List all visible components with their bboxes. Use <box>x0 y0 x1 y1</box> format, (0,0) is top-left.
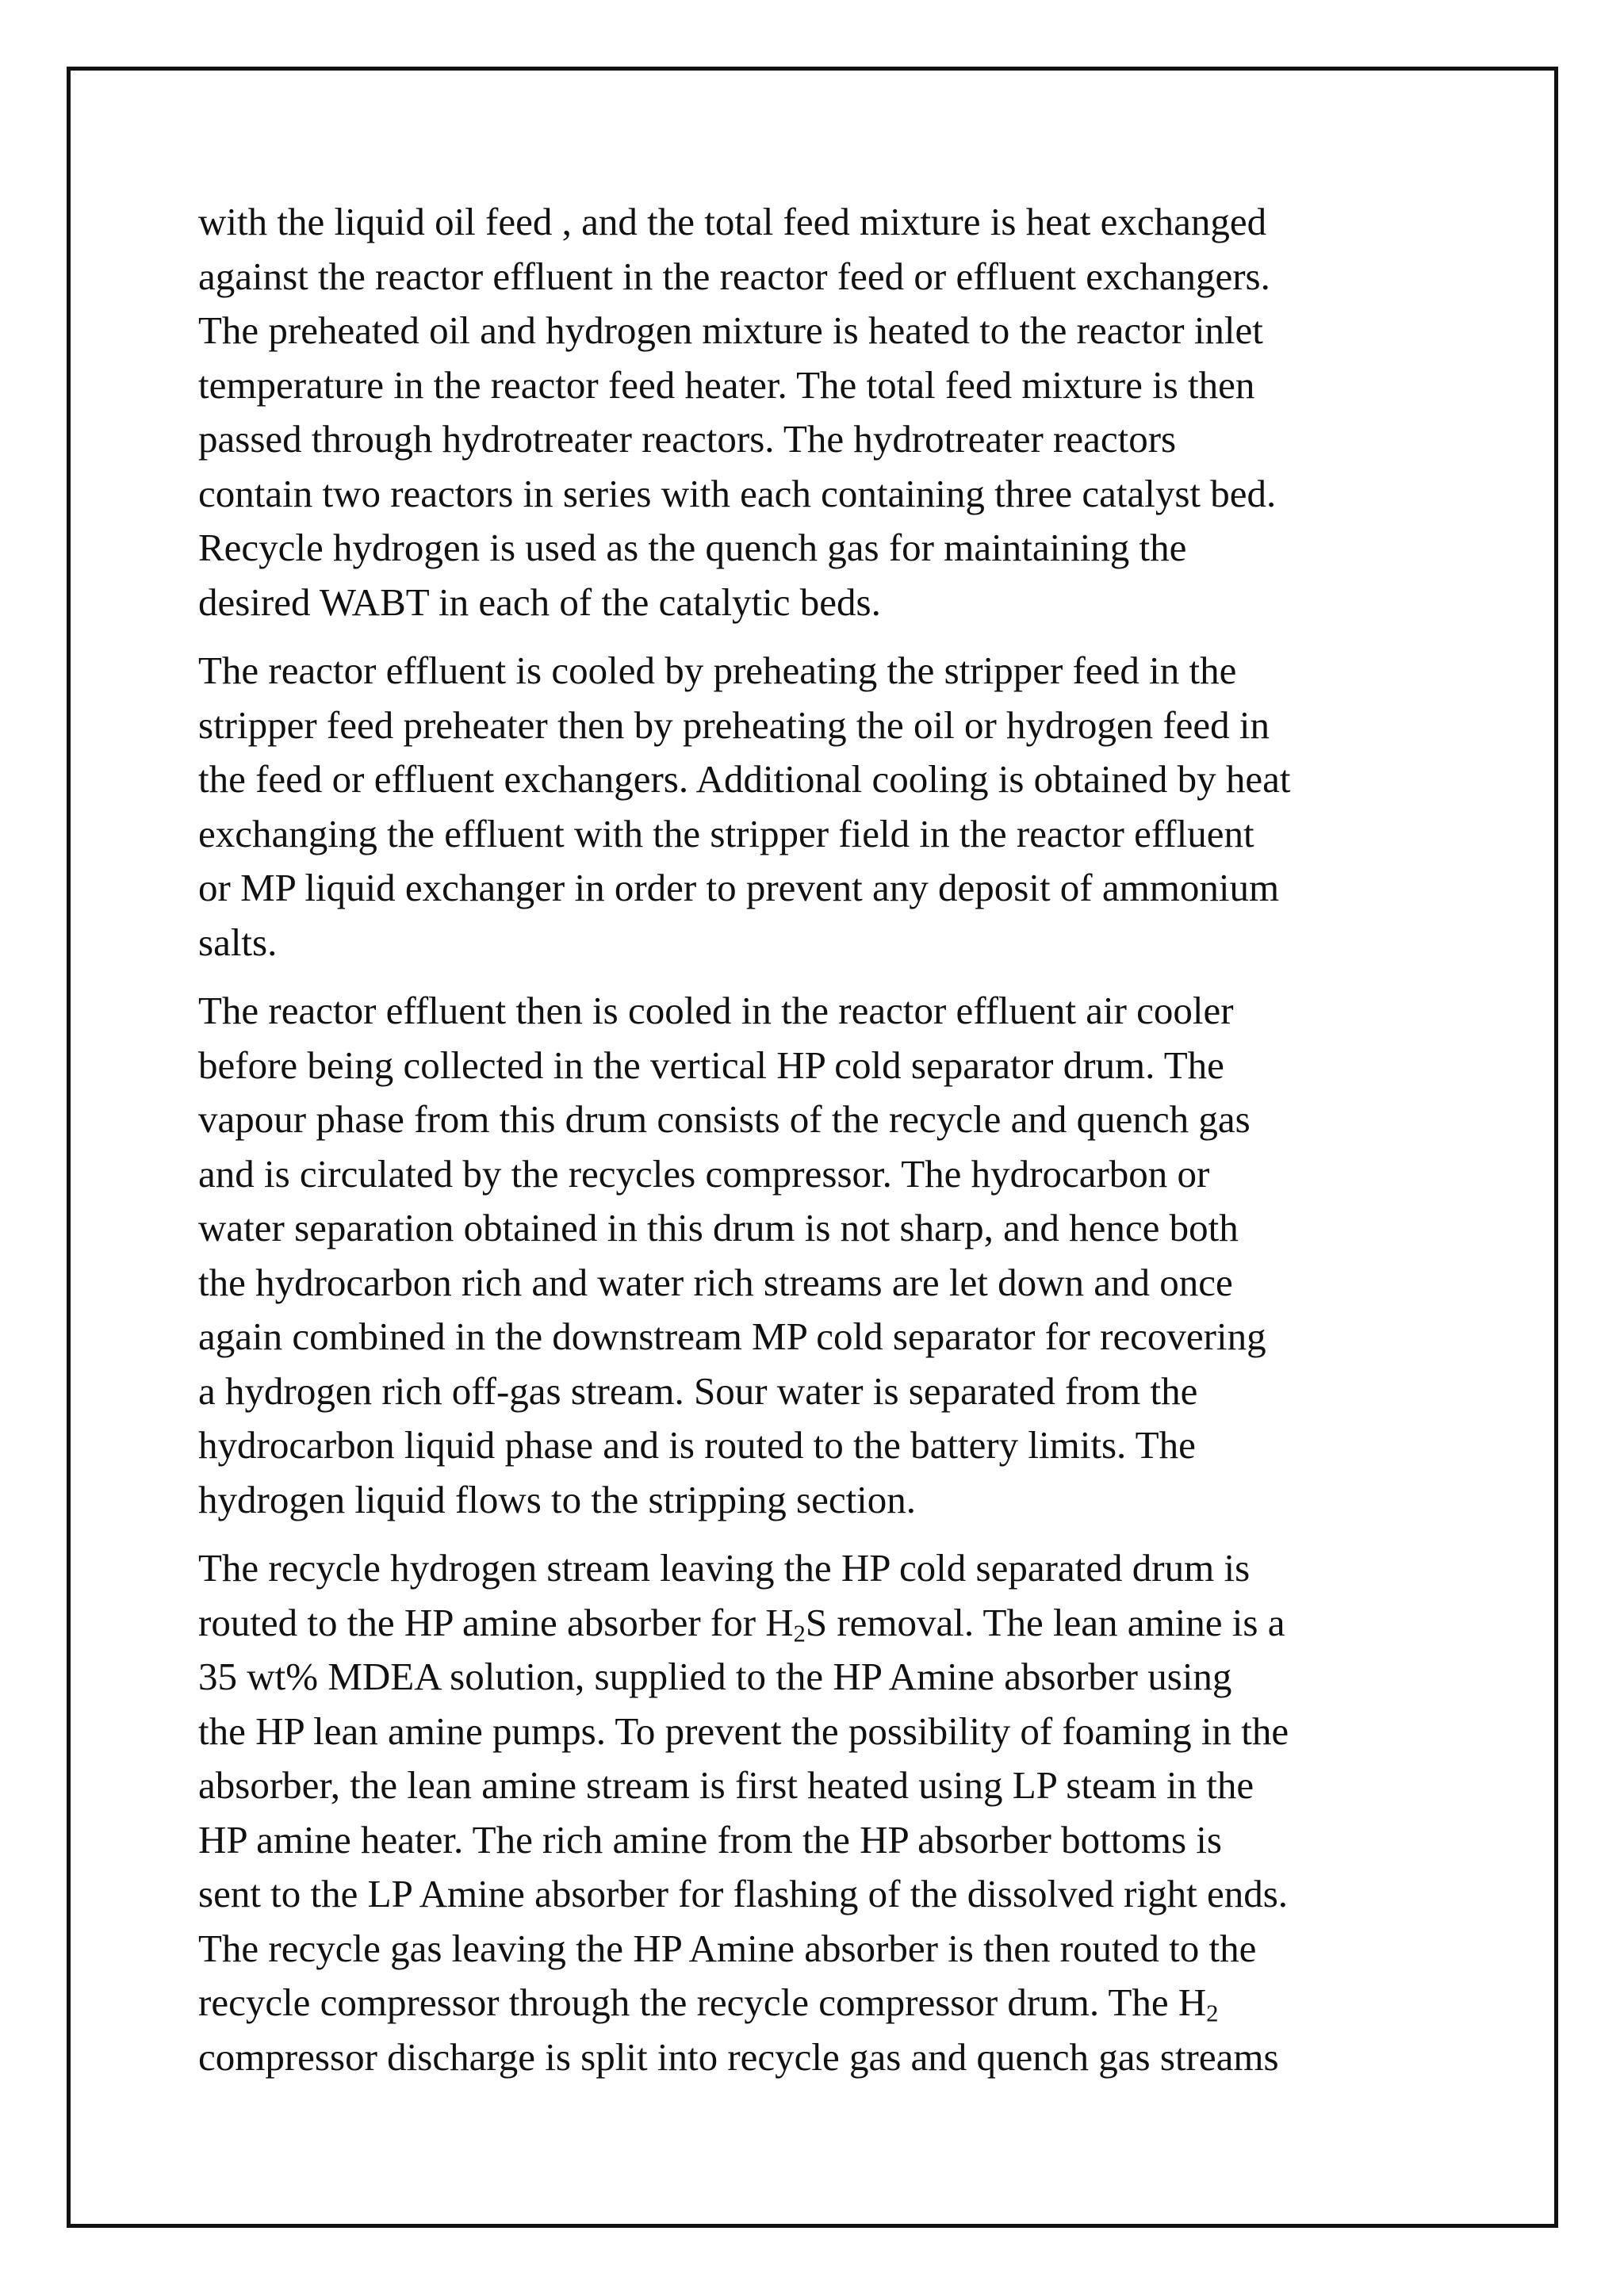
text-segment: desired WABT in each of the catalytic beds. <box>198 580 881 624</box>
text-line <box>198 916 1435 970</box>
text-line <box>198 1813 1435 1868</box>
paragraph <box>198 644 1435 970</box>
text-line <box>198 1473 1435 1528</box>
text-line <box>198 2030 1435 2085</box>
text-line <box>198 861 1435 916</box>
text-segment: HP amine heater. The rich amine from the HP absorber bottoms is <box>198 1817 1222 1862</box>
text-line <box>198 1705 1435 1759</box>
text-segment: the hydrocarbon rich and water rich streams are let down and once <box>198 1260 1233 1304</box>
text-line <box>198 304 1435 358</box>
text-segment: before being collected in the vertical HP cold separator drum. The <box>198 1043 1224 1087</box>
text-segment: routed to the HP amine absorber for H <box>198 1600 794 1644</box>
text-line <box>198 576 1435 630</box>
text-segment: The recycle hydrogen stream leaving the HP cold separated drum is <box>198 1546 1251 1590</box>
text-segment: water separation obtained in this drum is not sharp, and hence both <box>198 1206 1239 1249</box>
text-line <box>198 1650 1435 1705</box>
text-segment: vapour phase from this drum consists of the recycle and quench gas <box>198 1097 1251 1141</box>
text-segment: sent to the LP Amine absorber for flashing of the dissolved right ends. <box>198 1872 1289 1915</box>
text-segment: hydrocarbon liquid phase and is routed to the battery limits. The <box>198 1423 1196 1467</box>
text-segment: and is circulated by the recycles compressor. The hydrocarbon or <box>198 1151 1210 1196</box>
text-line <box>198 358 1435 413</box>
text-line <box>198 1039 1435 1093</box>
text-segment: or MP liquid exchanger in order to prevent any deposit of ammonium <box>198 866 1280 909</box>
text-segment: again combined in the downstream MP cold separator for recovering <box>198 1314 1266 1358</box>
text-segment: The reactor effluent is cooled by preheating the stripper feed in the <box>198 649 1237 692</box>
text-line <box>198 1310 1435 1364</box>
document-body <box>198 195 1435 2099</box>
text-segment: temperature in the reactor feed heater. The total feed mixture is then <box>198 362 1255 407</box>
text-segment: against the reactor effluent in the reactor feed or effluent exchangers. <box>198 254 1270 298</box>
text-segment: the HP lean amine pumps. To prevent the possibility of foaming in the <box>198 1709 1289 1753</box>
text-line <box>198 467 1435 522</box>
text-segment: passed through hydrotreater reactors. The hydrotreater reactors <box>198 417 1177 461</box>
text-line <box>198 1922 1435 1976</box>
text-segment: The reactor effluent then is cooled in the reactor effluent air cooler <box>198 989 1234 1032</box>
subscript: 2 <box>1206 1999 1219 2027</box>
text-line <box>198 1976 1435 2030</box>
text-line <box>198 1418 1435 1473</box>
text-line <box>198 1758 1435 1813</box>
text-line <box>198 1201 1435 1256</box>
text-line <box>198 984 1435 1039</box>
text-line <box>198 644 1435 698</box>
text-segment: Recycle hydrogen is used as the quench gas for maintaining the <box>198 526 1187 569</box>
text-line <box>198 1093 1435 1147</box>
text-segment: stripper feed preheater then by preheating the oil or hydrogen feed in <box>198 702 1270 747</box>
text-line <box>198 1541 1435 1596</box>
text-line <box>198 1364 1435 1419</box>
subscript: 2 <box>793 1620 806 1647</box>
text-segment: The preheated oil and hydrogen mixture is heated to the reactor inlet <box>198 308 1263 352</box>
text-line <box>198 1596 1435 1651</box>
text-line <box>198 521 1435 576</box>
text-line <box>198 195 1435 250</box>
text-segment: contain two reactors in series with each containing three catalyst bed. <box>198 471 1277 515</box>
text-segment: the feed or effluent exchangers. Additional cooling is obtained by heat <box>198 757 1291 801</box>
text-segment: hydrogen liquid flows to the stripping section. <box>198 1477 917 1521</box>
text-line <box>198 698 1435 753</box>
paragraph <box>198 195 1435 629</box>
text-segment: exchanging the effluent with the stripper field in the reactor effluent <box>198 811 1254 855</box>
text-segment: The recycle gas leaving the HP Amine absorber is then routed to the <box>198 1926 1257 1970</box>
text-segment: recycle compressor through the recycle compressor drum. The H <box>198 1980 1207 2024</box>
paragraph <box>198 984 1435 1527</box>
text-line <box>198 412 1435 467</box>
text-line <box>198 250 1435 304</box>
text-segment: S removal. The lean amine is a <box>805 1600 1285 1644</box>
text-line <box>198 807 1435 862</box>
text-line <box>198 1256 1435 1311</box>
text-line <box>198 1867 1435 1922</box>
text-line <box>198 1147 1435 1202</box>
paragraph <box>198 1541 1435 2084</box>
text-segment: absorber, the lean amine stream is first heated using LP steam in the <box>198 1763 1254 1807</box>
text-segment: 35 wt% MDEA solution, supplied to the HP Amine absorber using <box>198 1655 1232 1698</box>
text-segment: compressor discharge is split into recycle gas and quench gas streams <box>198 2034 1279 2079</box>
text-line <box>198 752 1435 807</box>
text-segment: salts. <box>198 920 278 964</box>
text-segment: with the liquid oil feed , and the total feed mixture is heat exchanged <box>198 200 1267 243</box>
text-segment: a hydrogen rich off-gas stream. Sour water is separated from the <box>198 1368 1198 1413</box>
